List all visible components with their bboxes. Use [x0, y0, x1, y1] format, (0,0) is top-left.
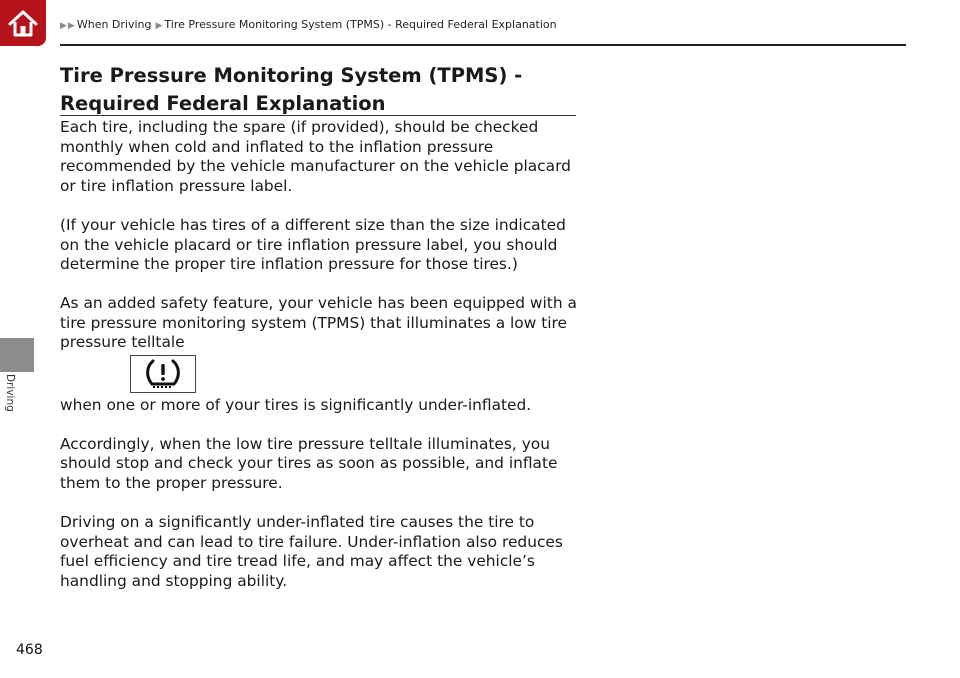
- paragraph: when one or more of your tires is significantly under-inflated.: [60, 396, 532, 415]
- home-button[interactable]: [0, 0, 46, 46]
- section-title: Tire Pressure Monitoring System (TPMS) - Required Federal Explanation: [60, 64, 523, 115]
- title-underline: [60, 115, 576, 116]
- breadcrumb-link-when-driving[interactable]: When Driving: [76, 18, 152, 31]
- home-icon: [6, 6, 40, 40]
- paragraph: Each tire, including the spare (if provided), should be checked monthly when cold and inflated to the inflation pressure recommended by the vehicle manufacturer on the vehicle placard or tire inflation pressure label.: [60, 118, 571, 196]
- breadcrumb-current: Tire Pressure Monitoring System (TPMS) - Required Federal Explanation: [164, 18, 557, 31]
- paragraph: (If your vehicle has tires of a different size than the size indicated on the vehicle placard or tire inflation pressure label, you should determine the proper tire inflation pressure for those tires.): [60, 215, 566, 274]
- paragraph: Driving on a significantly under-inflated tire causes the tire to overheat and can lead to tire failure. Under-inflation also reduces fuel efficiency and tire tread life, and may affect the vehicle’s handling and stopping ability.: [60, 512, 563, 590]
- header-divider: [60, 44, 906, 46]
- low-tire-pressure-icon: [144, 358, 182, 390]
- breadcrumb: [60, 18, 561, 31]
- section-body: [60, 118, 580, 611]
- breadcrumb-arrow-icon: ▶: [60, 21, 67, 31]
- section-tab[interactable]: [0, 338, 34, 372]
- breadcrumb-arrow-icon: ▶: [67, 21, 75, 31]
- section-label: Driving: [4, 374, 16, 412]
- page-number: 468: [16, 642, 43, 658]
- breadcrumb-arrow-icon: ▶: [155, 21, 163, 31]
- telltale-image: [130, 355, 196, 393]
- paragraph: Accordingly, when the low tire pressure telltale illuminates, you should stop and check your tires as soon as possible, and inflate them to the proper pressure.: [60, 434, 558, 493]
- paragraph: As an added safety feature, your vehicle has been equipped with a tire pressure monitoring system (TPMS) that illuminates a low tire pressure telltale: [60, 293, 577, 352]
